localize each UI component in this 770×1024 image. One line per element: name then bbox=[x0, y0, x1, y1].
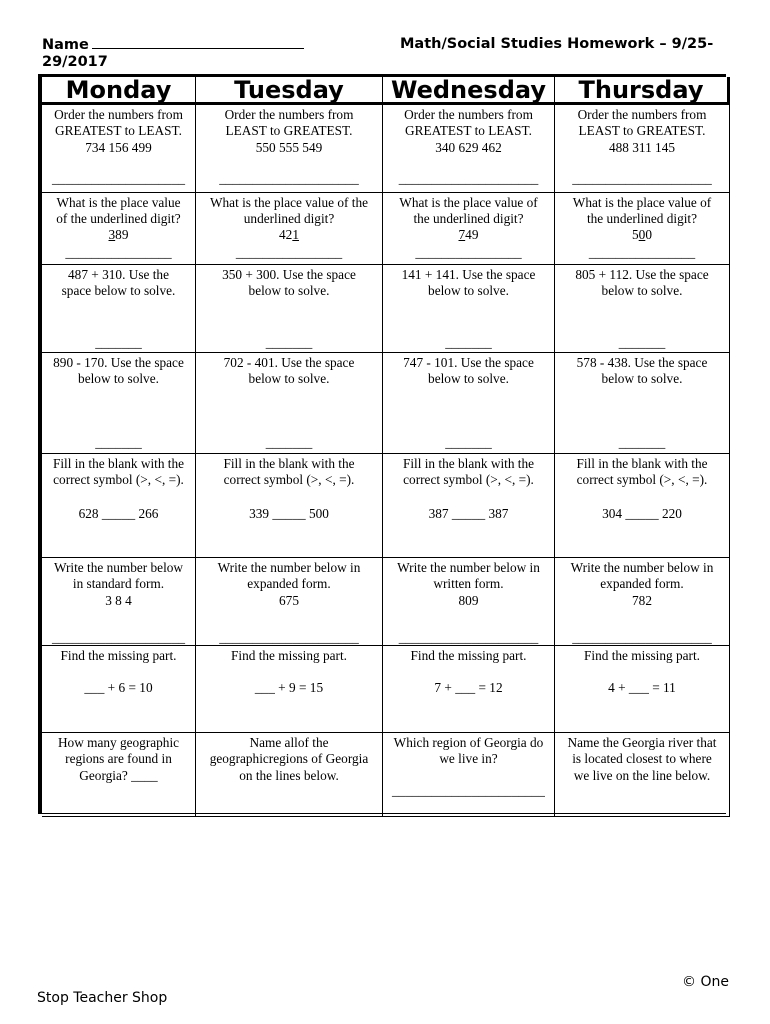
cell-tuesday-row-1 bbox=[196, 105, 383, 193]
cell-thursday-row-4 bbox=[555, 353, 730, 454]
question-text: 487 + 310. Use the bbox=[68, 267, 169, 282]
number-prefix: 42 bbox=[279, 227, 293, 242]
question-text: Find the missing part. bbox=[410, 648, 527, 663]
answer-blank-line[interactable]: ____________________ bbox=[52, 630, 185, 645]
answer-blank-line[interactable]: _______ bbox=[265, 435, 313, 450]
question-text: 890 - 170. Use the space bbox=[53, 355, 184, 370]
question-text: 550 555 549 bbox=[255, 139, 323, 155]
cell-monday-row-2 bbox=[42, 193, 196, 265]
underlined-digit: 1 bbox=[292, 227, 299, 242]
question-text: 747 - 101. Use the space bbox=[403, 355, 534, 370]
question-text: 734 156 499 bbox=[85, 139, 152, 155]
question-text: Order the numbers from bbox=[224, 107, 354, 122]
question-text: written form. bbox=[433, 576, 504, 592]
answer-blank-line[interactable]: _____________________ bbox=[398, 630, 539, 645]
question-text: 488 311 145 bbox=[609, 139, 675, 155]
answer-blank-line[interactable]: _____________________ bbox=[219, 630, 359, 645]
question-text: below to solve. bbox=[601, 283, 683, 299]
publisher-text: Stop Teacher Shop bbox=[37, 990, 168, 1006]
problem-text[interactable]: 628 _____ 266 bbox=[78, 506, 159, 521]
answer-blank-line[interactable]: _____________________ bbox=[572, 630, 712, 645]
day-header-tuesday: Tuesday bbox=[196, 77, 383, 105]
question-text: How many geographic bbox=[57, 735, 180, 750]
number-suffix: 49 bbox=[465, 227, 479, 242]
cell-tuesday-row-6 bbox=[196, 558, 383, 646]
question-text: below to solve. bbox=[601, 371, 683, 387]
cell-tuesday-row-2 bbox=[196, 193, 383, 265]
answer-blank-line[interactable]: ________________ bbox=[65, 245, 172, 260]
problem-text[interactable]: ___ + 6 = 10 bbox=[84, 680, 153, 695]
question-text: Fill in the blank with the bbox=[402, 456, 535, 471]
answer-blank-line[interactable]: _______________________ bbox=[392, 783, 545, 798]
day-header-thursday: Thursday bbox=[555, 77, 730, 105]
question-text: space below to solve. bbox=[61, 283, 176, 299]
place-value-number bbox=[196, 227, 382, 243]
cell-wednesday-row-7 bbox=[383, 646, 555, 733]
answer-blank-line[interactable]: _______ bbox=[618, 335, 666, 350]
question-text: Find the missing part. bbox=[231, 648, 347, 663]
cell-thursday-row-6 bbox=[555, 558, 730, 646]
name-field-label: Name bbox=[42, 36, 304, 54]
cell-tuesday-row-3 bbox=[196, 265, 383, 353]
cell-wednesday-row-8 bbox=[383, 733, 555, 817]
question-text: 350 + 300. Use the space bbox=[222, 267, 356, 282]
place-value-number bbox=[555, 227, 729, 243]
question-text: Fill in the blank with the bbox=[576, 456, 708, 471]
question-text: 702 - 401. Use the space bbox=[223, 355, 355, 370]
cell-wednesday-row-6 bbox=[383, 558, 555, 646]
question-text: Fill in the blank with the bbox=[223, 456, 355, 471]
question-text: Fill in the blank with the bbox=[52, 456, 185, 471]
question-text: GREATEST to LEAST. bbox=[405, 123, 532, 139]
answer-blank-line[interactable]: _______ bbox=[445, 435, 492, 450]
question-text: Georgia? ____ bbox=[79, 767, 158, 783]
question-text: correct symbol (>, <, =). bbox=[403, 472, 534, 488]
question-text: below to solve. bbox=[248, 283, 330, 299]
problem-text[interactable]: ___ + 9 = 15 bbox=[254, 680, 324, 695]
question-text: What is the place value of bbox=[572, 195, 712, 210]
question-text: 805 + 112. Use the space bbox=[575, 267, 709, 282]
question-text: of the underlined digit? bbox=[56, 211, 181, 227]
page-title-date: 29/2017 bbox=[42, 54, 108, 70]
number-suffix: 0 bbox=[645, 227, 652, 242]
question-text: below to solve. bbox=[248, 371, 330, 387]
cell-tuesday-row-4 bbox=[196, 353, 383, 454]
question-text: we live in? bbox=[439, 751, 498, 767]
cell-thursday-row-7 bbox=[555, 646, 730, 733]
problem-text[interactable]: 4 + ___ = 11 bbox=[608, 680, 676, 695]
question-text: Which region of Georgia do bbox=[393, 735, 544, 750]
question-text: expanded form. bbox=[600, 576, 684, 592]
question-text: we live on the line below. bbox=[573, 767, 711, 783]
cell-wednesday-row-2 bbox=[383, 193, 555, 265]
cell-tuesday-row-5 bbox=[196, 454, 383, 558]
question-text: Name the Georgia river that bbox=[567, 735, 717, 750]
number-prefix: 5 bbox=[632, 227, 639, 242]
question-text: What is the place value of bbox=[399, 195, 538, 210]
question-text: 809 bbox=[458, 592, 479, 608]
cell-wednesday-row-5 bbox=[383, 454, 555, 558]
name-blank-line[interactable] bbox=[92, 36, 304, 49]
homework-table bbox=[38, 74, 726, 814]
cell-monday-row-5 bbox=[42, 454, 196, 558]
question-text: Find the missing part. bbox=[584, 648, 700, 663]
question-text: 675 bbox=[279, 592, 299, 608]
answer-blank-line[interactable]: _______ bbox=[618, 435, 666, 450]
underlined-digit: 7 bbox=[458, 227, 466, 242]
question-text: the underlined digit? bbox=[413, 211, 524, 227]
question-text: the underlined digit? bbox=[586, 211, 698, 227]
question-text: Order the numbers from bbox=[404, 107, 533, 122]
copyright-text: © One bbox=[682, 974, 729, 990]
question-text: Write the number below in bbox=[570, 560, 714, 575]
cell-thursday-row-2 bbox=[555, 193, 730, 265]
question-text: below to solve. bbox=[78, 371, 159, 387]
problem-text[interactable]: 304 _____ 220 bbox=[602, 506, 682, 521]
question-text: correct symbol (>, <, =). bbox=[223, 472, 355, 488]
cell-tuesday-row-8 bbox=[196, 733, 383, 817]
question-text: below to solve. bbox=[428, 283, 509, 299]
question-text: 3 8 4 bbox=[105, 592, 132, 608]
answer-blank-line[interactable]: _____________________ bbox=[219, 171, 359, 186]
question-text: Name allof the bbox=[249, 735, 329, 750]
answer-blank-line[interactable]: ________________ bbox=[415, 245, 522, 260]
question-text: What is the place value of the bbox=[209, 195, 369, 210]
problem-text[interactable]: 387 _____ 387 bbox=[428, 506, 509, 521]
cell-monday-row-8 bbox=[42, 733, 196, 817]
answer-blank-line[interactable]: ________________ bbox=[588, 245, 696, 260]
question-text: correct symbol (>, <, =). bbox=[53, 472, 184, 488]
problem-text[interactable]: 339 _____ 500 bbox=[249, 506, 329, 521]
question-text: Order the numbers from bbox=[577, 107, 707, 122]
page-title: Math/Social Studies Homework – 9/25- bbox=[400, 36, 714, 52]
question-text: What is the place value bbox=[56, 195, 181, 210]
cell-thursday-row-3 bbox=[555, 265, 730, 353]
answer-blank-line[interactable]: _______ bbox=[95, 335, 142, 350]
question-text: on the lines below. bbox=[239, 767, 339, 783]
problem-text[interactable]: 7 + ___ = 12 bbox=[434, 680, 503, 695]
cell-wednesday-row-3 bbox=[383, 265, 555, 353]
question-text: 782 bbox=[632, 592, 652, 608]
underlined-digit: 3 bbox=[108, 227, 116, 242]
cell-thursday-row-1 bbox=[555, 105, 730, 193]
question-text: underlined digit? bbox=[243, 211, 335, 227]
cell-tuesday-row-7 bbox=[196, 646, 383, 733]
answer-blank-line[interactable]: ____________________ bbox=[52, 171, 185, 186]
cell-thursday-row-5 bbox=[555, 454, 730, 558]
place-value-number bbox=[383, 227, 554, 243]
question-text: Write the number below in bbox=[397, 560, 540, 575]
question-text: 578 - 438. Use the space bbox=[576, 355, 708, 370]
answer-blank-line[interactable]: _______ bbox=[265, 335, 313, 350]
question-text: below to solve. bbox=[428, 371, 509, 387]
question-text: LEAST to GREATEST. bbox=[578, 123, 706, 139]
question-text: Find the missing part. bbox=[60, 648, 177, 663]
cell-monday-row-6 bbox=[42, 558, 196, 646]
answer-blank-line[interactable]: _______ bbox=[95, 435, 142, 450]
question-text: expanded form. bbox=[247, 576, 331, 592]
cell-monday-row-4 bbox=[42, 353, 196, 454]
question-text: correct symbol (>, <, =). bbox=[576, 472, 708, 488]
number-suffix: 89 bbox=[115, 227, 129, 242]
answer-blank-line[interactable]: _____________________ bbox=[572, 171, 712, 186]
cell-wednesday-row-1 bbox=[383, 105, 555, 193]
question-text: Order the numbers from bbox=[54, 107, 183, 122]
question-text: LEAST to GREATEST. bbox=[225, 123, 353, 139]
question-text: regions are found in bbox=[65, 751, 172, 767]
underlined-digit: 0 bbox=[638, 227, 646, 242]
cell-monday-row-1 bbox=[42, 105, 196, 193]
day-header-wednesday: Wednesday bbox=[383, 77, 555, 105]
question-text: GREATEST to LEAST. bbox=[55, 123, 182, 139]
cell-monday-row-3 bbox=[42, 265, 196, 353]
question-text: 141 + 141. Use the space bbox=[401, 267, 536, 282]
day-header-monday: Monday bbox=[42, 77, 196, 105]
question-text: geographicregions of Georgia bbox=[209, 751, 369, 767]
question-text: 340 629 462 bbox=[435, 139, 502, 155]
cell-monday-row-7 bbox=[42, 646, 196, 733]
answer-blank-line[interactable]: _______ bbox=[445, 335, 492, 350]
place-value-number bbox=[42, 227, 195, 243]
cell-wednesday-row-4 bbox=[383, 353, 555, 454]
question-text: Write the number below in bbox=[217, 560, 361, 575]
cell-thursday-row-8 bbox=[555, 733, 730, 817]
question-text: Write the number below bbox=[53, 560, 184, 575]
answer-blank-line[interactable]: ________________ bbox=[235, 245, 343, 260]
question-text: in standard form. bbox=[72, 576, 165, 592]
answer-blank-line[interactable]: _____________________ bbox=[398, 171, 539, 186]
question-text: is located closest to where bbox=[572, 751, 712, 767]
